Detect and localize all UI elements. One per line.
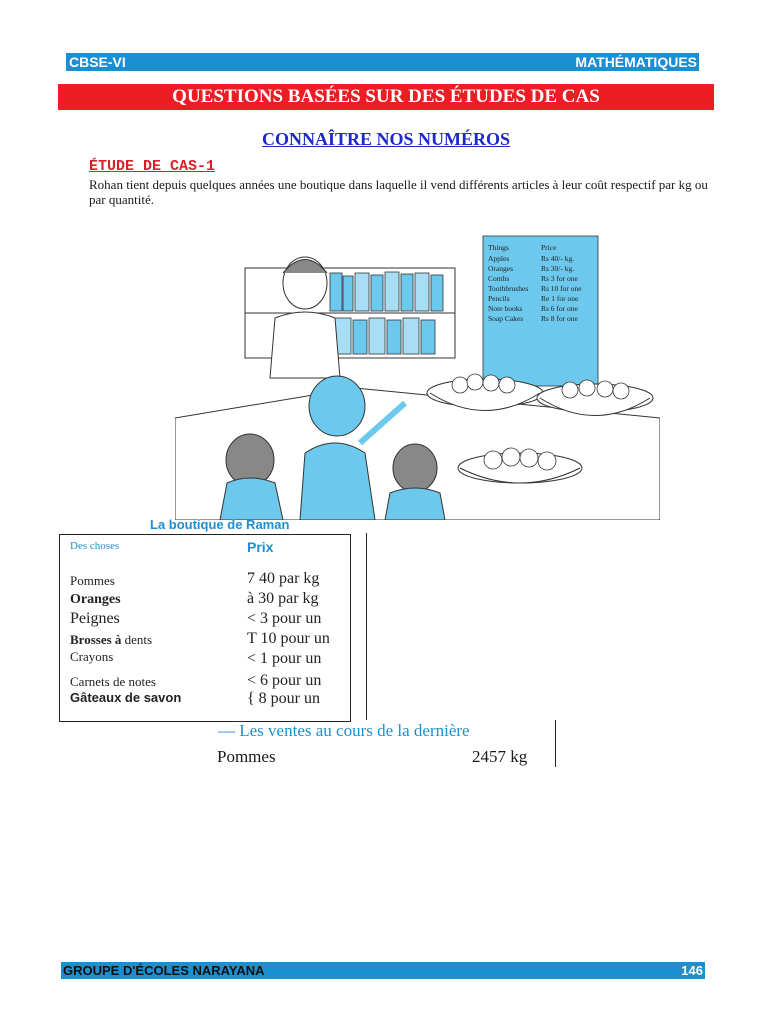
table-item: Gâteaux de savon [70, 690, 182, 705]
table-item [70, 632, 152, 648]
board-thing: Apples [488, 254, 510, 263]
sales-heading: — Les ventes au cours de la dernière [218, 721, 470, 740]
table-item-rest: dents [124, 632, 153, 647]
board-price: Rs 30/- kg. [541, 264, 575, 273]
board-price: Rs 10 for one [541, 284, 582, 293]
table-item: Oranges [70, 592, 121, 607]
table-divider [366, 533, 367, 720]
table-item: Pommes [70, 573, 115, 588]
case-study-label: ÉTUDE DE CAS-1 [89, 158, 216, 175]
table-price: à 30 par kg [247, 590, 319, 607]
page-title: QUESTIONS BASÉES SUR DES ÉTUDES DE CAS [58, 84, 714, 110]
table-item: Peignes [70, 610, 120, 627]
table-header-price: Prix [247, 539, 274, 555]
board-thing: Note books [488, 304, 523, 313]
header-left: CBSE-VI [69, 54, 126, 70]
table-price: T 10 pour un [247, 630, 330, 647]
board-thing: Soap Cakes [488, 314, 524, 323]
board-price: Re 1 for one [541, 294, 579, 303]
header-right: MATHÉMATIQUES [575, 54, 697, 70]
board-price: Rs 40/- kg. [541, 254, 575, 263]
table-price: { 8 pour un [247, 690, 321, 707]
board-price: Rs 8 for one [541, 314, 578, 323]
footer-left: GROUPE D'ÉCOLES NARAYANA [63, 963, 265, 978]
sales-divider [555, 720, 556, 767]
board-price: Rs 6 for one [541, 304, 578, 313]
table-price: < 6 pour un [247, 672, 322, 689]
intro-paragraph: Rohan tient depuis quelques années une boutique dans laquelle il vend différents articles à leur coût respectif par kg ou par quantité. [89, 177, 708, 207]
table-item: Carnets de notes [70, 674, 156, 689]
board-thing: Pencils [488, 294, 510, 303]
board-price: Rs 3 for one [541, 274, 578, 283]
illustration-caption: La boutique de Raman [150, 517, 290, 532]
table-price: < 1 pour un [247, 650, 322, 667]
section-subtitle: CONNAÎTRE NOS NUMÉROS [261, 129, 511, 149]
sales-item: Pommes [217, 747, 276, 766]
board-header-things: Things [488, 243, 509, 252]
footer-bar [61, 962, 705, 979]
board-thing: Toothbrushes [488, 284, 529, 293]
header-bar [66, 53, 699, 71]
page-number: 146 [681, 963, 703, 978]
board-thing: Oranges [488, 264, 513, 273]
table-price: 7 40 par kg [247, 570, 320, 587]
table-item-bold: Brosses à [70, 632, 122, 647]
table-price: < 3 pour un [247, 610, 322, 627]
board-thing: Combs [488, 274, 510, 283]
sales-quantity: 2457 kg [472, 747, 528, 766]
table-item: Crayons [70, 649, 114, 664]
board-header-price: Price [541, 243, 557, 252]
table-header-things: Des choses [70, 540, 120, 552]
shop-illustration [175, 228, 660, 520]
